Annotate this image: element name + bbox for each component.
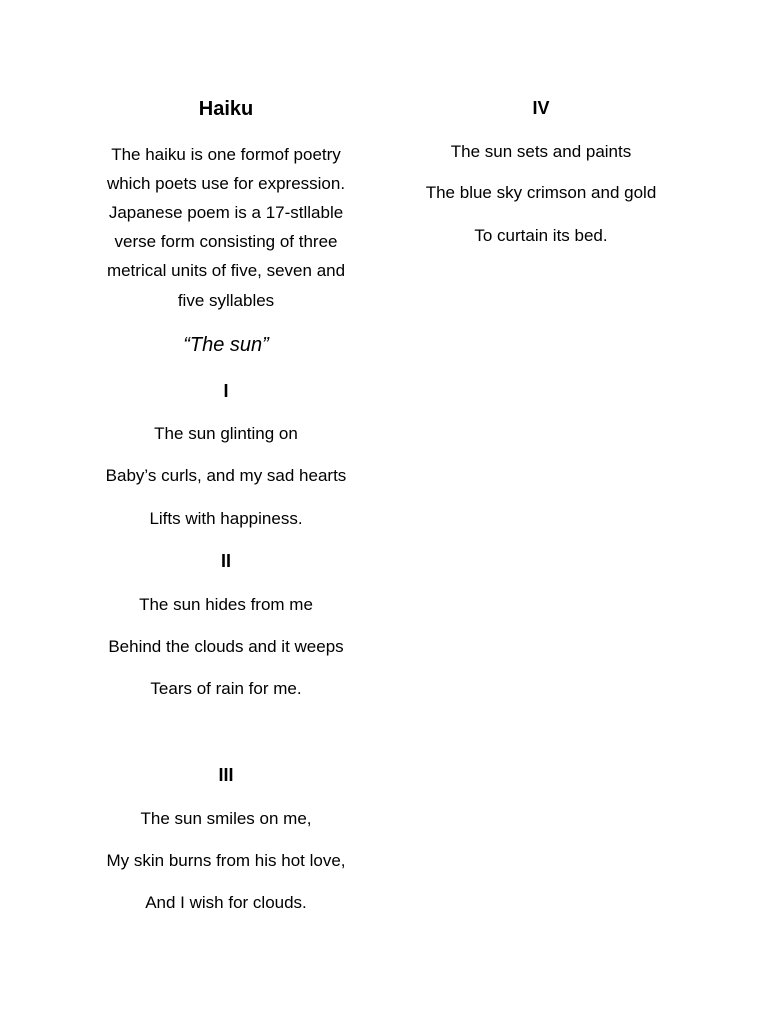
stanza-line: The sun glinting on bbox=[154, 424, 298, 443]
stanza-line: The sun smiles on me, bbox=[140, 809, 312, 828]
stanza-line: Tears of rain for me. bbox=[150, 679, 302, 698]
stanza-line: And I wish for clouds. bbox=[145, 893, 307, 912]
intro-line: The haiku is one formof poetry bbox=[111, 145, 341, 164]
intro-line: verse form consisting of three bbox=[114, 232, 338, 251]
stanza-line: Lifts with happiness. bbox=[149, 509, 303, 528]
stanza-line: The blue sky crimson and gold bbox=[425, 183, 657, 202]
intro-line: which poets use for expression. bbox=[106, 174, 346, 193]
poem-title: “The sun” bbox=[183, 334, 269, 356]
stanza-line: The sun hides from me bbox=[139, 595, 313, 614]
stanza-line: Behind the clouds and it weeps bbox=[108, 637, 344, 656]
stanza-numeral: II bbox=[220, 551, 231, 571]
stanza-numeral: IV bbox=[532, 98, 550, 118]
intro-line: Japanese poem is a 17-stllable bbox=[108, 203, 344, 222]
stanza-numeral: I bbox=[223, 381, 229, 401]
document-title: Haiku bbox=[198, 98, 254, 120]
stanza-line: My skin burns from his hot love, bbox=[106, 851, 346, 870]
stanza-line: Baby’s curls, and my sad hearts bbox=[105, 466, 347, 485]
intro-line: metrical units of five, seven and bbox=[106, 261, 346, 280]
stanza-line: To curtain its bed. bbox=[474, 226, 608, 245]
stanza-numeral: III bbox=[218, 765, 234, 785]
stanza-line: The sun sets and paints bbox=[450, 142, 632, 161]
intro-line: five syllables bbox=[177, 291, 275, 310]
